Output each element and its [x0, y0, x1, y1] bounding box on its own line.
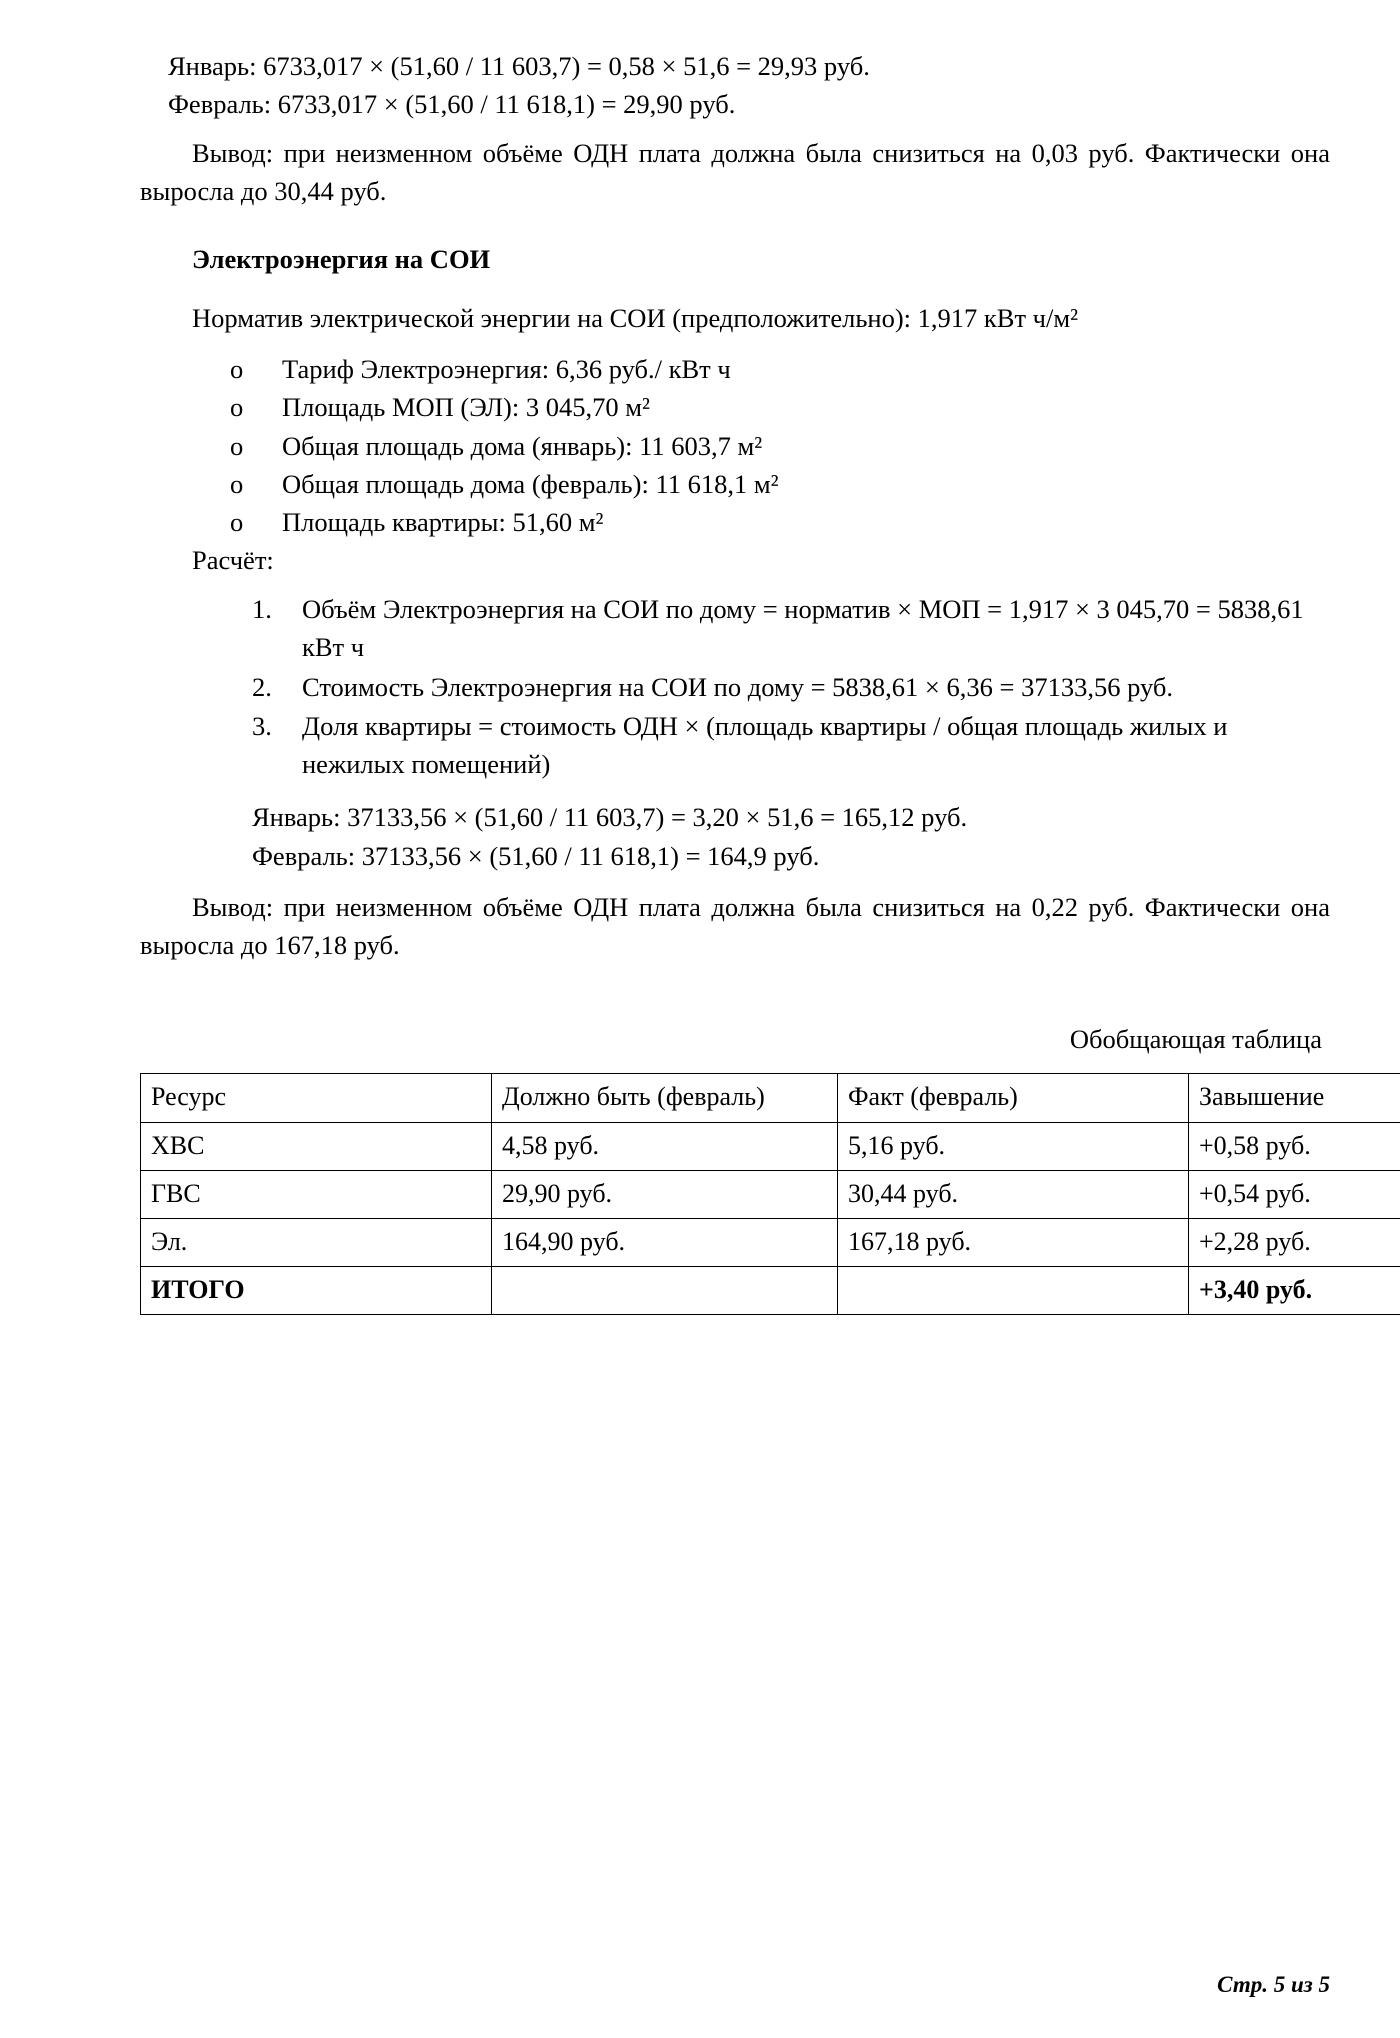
- list-item: o Площадь МОП (ЭЛ): 3 045,70 м²: [230, 388, 1330, 426]
- table-total-row: [141, 1267, 1400, 1315]
- list-item: o Общая площадь дома (январь): 11 603,7 м²: [230, 427, 1330, 465]
- table-cell: 30,44 руб.: [838, 1170, 1189, 1218]
- calculation-label: Расчёт:: [192, 544, 274, 575]
- table-header-cell: Завышение: [1189, 1074, 1400, 1122]
- table-cell: [492, 1267, 838, 1315]
- table-cell: 4,58 руб.: [492, 1122, 838, 1170]
- conclusion-gvs: Вывод: при неизменном объёме ОДН плата должна была снизиться на 0,03 руб. Фактически она выросла до 30,44 руб.: [140, 138, 1330, 206]
- table-caption: Обобщающая таблица: [1069, 1024, 1322, 1055]
- list-item: o Тариф Электроэнергия: 6,36 руб./ кВт ч: [230, 350, 1330, 388]
- table-row: [141, 1170, 1400, 1218]
- parameters-list: [140, 350, 1330, 542]
- table-cell: 164,90 руб.: [492, 1218, 838, 1266]
- table-cell: ГВС: [141, 1170, 492, 1218]
- page-footer: Стр. 5 из 5: [1217, 1972, 1330, 1997]
- list-item: o Общая площадь дома (февраль): 11 618,1 м²: [230, 465, 1330, 503]
- table-cell: +0,58 руб.: [1189, 1122, 1400, 1170]
- table-cell: Эл.: [141, 1218, 492, 1266]
- calculation-steps: [140, 591, 1330, 783]
- january-calculation-gvs: Январь: 6733,017 × (51,60 / 11 603,7) = 0,58 × 51,6 = 29,93 руб.: [168, 51, 870, 81]
- table-cell: +3,40 руб.: [1189, 1267, 1400, 1315]
- table-row: [141, 1218, 1400, 1266]
- norm-line: Норматив электрической энергии на СОИ (предположительно): 1,917 кВт ч/м²: [192, 303, 1079, 334]
- list-item: Объём Электроэнергия на СОИ по дому = норматив × МОП = 1,917 × 3 045,70 = 5838,61 кВт ч: [302, 594, 1304, 663]
- list-item: Доля квартиры = стоимость ОДН × (площадь квартиры / общая площадь жилых и нежилых помещений): [302, 711, 1228, 779]
- table-cell: +0,54 руб.: [1189, 1170, 1400, 1218]
- february-calculation-gvs: Февраль: 6733,017 × (51,60 / 11 618,1) = 29,90 руб.: [168, 88, 736, 119]
- february-calculation-electricity: Февраль: 37133,56 × (51,60 / 11 618,1) = 164,9 руб.: [252, 841, 820, 872]
- list-item: o Площадь квартиры: 51,60 м²: [230, 503, 1330, 541]
- january-calculation-electricity: Январь: 37133,56 × (51,60 / 11 603,7) = 3,20 × 51,6 = 165,12 руб.: [252, 801, 968, 832]
- list-item: Стоимость Электроэнергия на СОИ по дому = 5838,61 × 6,36 = 37133,56 руб.: [302, 671, 1173, 702]
- table-header-cell: Факт (февраль): [838, 1074, 1189, 1122]
- conclusion-electricity: Вывод: при неизменном объёме ОДН плата должна была снизиться на 0,22 руб. Фактически она выросла до 167,18 руб.: [140, 892, 1330, 960]
- table-row: [141, 1122, 1400, 1170]
- section-heading-electricity: Электроэнергия на СОИ: [192, 243, 491, 274]
- table-cell: [838, 1267, 1189, 1315]
- table-cell: ХВС: [141, 1122, 492, 1170]
- summary-table: [140, 1073, 1400, 1315]
- table-cell: 29,90 руб.: [492, 1170, 838, 1218]
- table-cell: 167,18 руб.: [838, 1218, 1189, 1266]
- table-header-cell: Ресурс: [141, 1074, 492, 1122]
- table-cell: ИТОГО: [141, 1267, 492, 1315]
- table-cell: +2,28 руб.: [1189, 1218, 1400, 1266]
- table-header-row: [141, 1074, 1400, 1122]
- table-cell: 5,16 руб.: [838, 1122, 1189, 1170]
- table-header-cell: Должно быть (февраль): [492, 1074, 838, 1122]
